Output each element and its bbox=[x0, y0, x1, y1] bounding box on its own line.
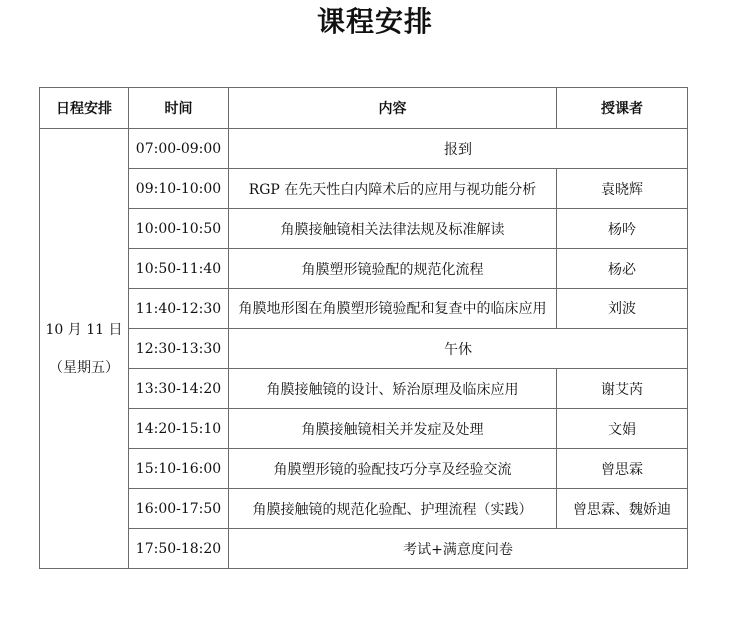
content-cell: 午休 bbox=[229, 329, 688, 369]
time-cell: 10:00-10:50 bbox=[129, 209, 229, 249]
speaker-cell: 袁晓辉 bbox=[557, 169, 688, 209]
table-row bbox=[40, 129, 688, 169]
content-cell: 角膜塑形镜验配的规范化流程 bbox=[229, 249, 557, 289]
time-cell: 14:20-15:10 bbox=[129, 409, 229, 449]
table-row bbox=[40, 329, 688, 369]
speaker-cell: 杨必 bbox=[557, 249, 688, 289]
content-cell: 角膜塑形镜的验配技巧分享及经验交流 bbox=[229, 449, 557, 489]
table-header-row bbox=[40, 88, 688, 129]
speaker-cell: 曾思霖 bbox=[557, 449, 688, 489]
content-cell: 角膜接触镜的规范化验配、护理流程（实践） bbox=[229, 489, 557, 529]
content-cell: RGP 在先天性白内障术后的应用与视功能分析 bbox=[229, 169, 557, 209]
time-cell: 11:40-12:30 bbox=[129, 289, 229, 329]
table-row bbox=[40, 249, 688, 289]
speaker-cell: 杨吟 bbox=[557, 209, 688, 249]
content-cell: 角膜地形图在角膜塑形镜验配和复查中的临床应用 bbox=[229, 289, 557, 329]
content-cell: 角膜接触镜相关并发症及处理 bbox=[229, 409, 557, 449]
speaker-cell: 曾思霖、魏娇迪 bbox=[557, 489, 688, 529]
content-cell: 角膜接触镜的设计、矫治原理及临床应用 bbox=[229, 369, 557, 409]
speaker-cell: 刘波 bbox=[557, 289, 688, 329]
time-cell: 10:50-11:40 bbox=[129, 249, 229, 289]
time-cell: 09:10-10:00 bbox=[129, 169, 229, 209]
date-cell bbox=[40, 129, 129, 569]
schedule-table bbox=[39, 87, 688, 569]
table-row bbox=[40, 489, 688, 529]
table-row bbox=[40, 209, 688, 249]
time-cell: 13:30-14:20 bbox=[129, 369, 229, 409]
table-row bbox=[40, 409, 688, 449]
header-content: 内容 bbox=[229, 88, 557, 129]
time-cell: 16:00-17:50 bbox=[129, 489, 229, 529]
header-date: 日程安排 bbox=[40, 88, 129, 129]
table-row bbox=[40, 529, 688, 569]
date-label: 10 月 11 日 bbox=[45, 321, 123, 338]
table-row bbox=[40, 169, 688, 209]
table-row bbox=[40, 289, 688, 329]
header-time: 时间 bbox=[129, 88, 229, 129]
speaker-cell: 谢艾芮 bbox=[557, 369, 688, 409]
time-cell: 17:50-18:20 bbox=[129, 529, 229, 569]
time-cell: 12:30-13:30 bbox=[129, 329, 229, 369]
table-row bbox=[40, 369, 688, 409]
time-cell: 15:10-16:00 bbox=[129, 449, 229, 489]
content-cell: 报到 bbox=[229, 129, 688, 169]
weekday-label: （星期五） bbox=[49, 359, 119, 376]
content-cell: 考试+满意度问卷 bbox=[229, 529, 688, 569]
page-title: 课程安排 bbox=[316, 5, 433, 38]
header-speaker: 授课者 bbox=[557, 88, 688, 129]
time-cell: 07:00-09:00 bbox=[129, 129, 229, 169]
content-cell: 角膜接触镜相关法律法规及标准解读 bbox=[229, 209, 557, 249]
table-row bbox=[40, 449, 688, 489]
speaker-cell: 文娟 bbox=[557, 409, 688, 449]
